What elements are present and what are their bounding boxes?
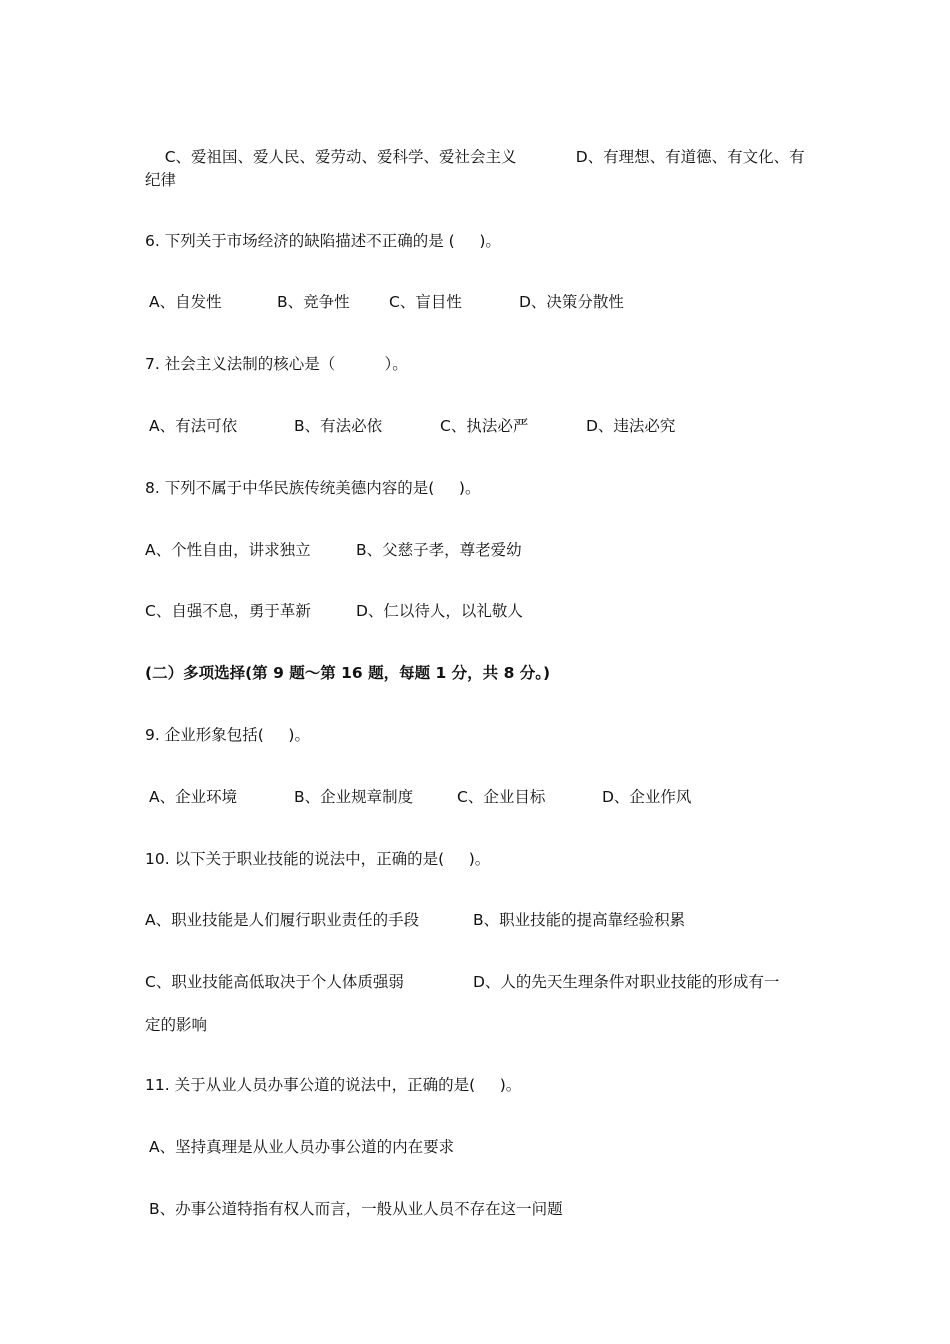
q7-option-d: D、违法必究 [586, 417, 676, 435]
q10-option-d: D、人的先天生理条件对职业技能的形成有一 [473, 973, 780, 991]
q5-options-cd [145, 127, 517, 187]
q5-option-c: C、爱祖国、爱人民、爱劳动、爱科学、爱社会主义 [164, 148, 517, 166]
q10-option-a: A、职业技能是人们履行职业责任的手段 [145, 911, 420, 929]
q8-stem: 8. 下列不属于中华民族传统美德内容的是( )。 [145, 479, 481, 497]
q6-option-d: D、决策分散性 [519, 293, 624, 311]
q6-stem: 6. 下列关于市场经济的缺陷描述不正确的是 ( )。 [145, 232, 501, 250]
q8-option-d: D、仁以待人，以礼敬人 [356, 602, 523, 620]
q11-option-a: A、坚持真理是从业人员办事公道的内在要求 [149, 1138, 455, 1156]
q5-option-d: D、有理想、有道德、有文化、有 [575, 148, 805, 166]
q6-option-c: C、盲目性 [389, 293, 462, 311]
q8-option-a: A、个性自由，讲求独立 [145, 541, 311, 559]
q9-stem: 9. 企业形象包括( )。 [145, 726, 310, 744]
q5-option-d-continued: 纪律 [145, 171, 177, 189]
q10-stem: 10. 以下关于职业技能的说法中，正确的是( )。 [145, 850, 491, 868]
q9-option-d: D、企业作风 [602, 788, 692, 806]
q6-option-a: A、自发性 [149, 293, 222, 311]
q11-option-b: B、办事公道特指有权人而言，一般从业人员不存在这一问题 [149, 1200, 563, 1218]
q9-option-c: C、企业目标 [457, 788, 546, 806]
q10-option-c: C、职业技能高低取决于个人体质强弱 [145, 973, 404, 991]
q8-option-b: B、父慈子孝，尊老爱幼 [356, 541, 522, 559]
q9-option-a: A、企业环境 [149, 788, 238, 806]
q7-stem: 7. 社会主义法制的核心是（ ）。 [145, 355, 408, 373]
q11-stem: 11. 关于从业人员办事公道的说法中，正确的是( )。 [145, 1076, 522, 1094]
section-heading-multiple-choice: (二）多项选择(第 9 题～第 16 题，每题 1 分，共 8 分。) [145, 664, 551, 682]
q7-option-b: B、有法必依 [294, 417, 383, 435]
q10-option-b: B、职业技能的提高靠经验积累 [473, 911, 686, 929]
q7-option-c: C、执法必严 [440, 417, 529, 435]
q6-option-b: B、竞争性 [277, 293, 350, 311]
q8-option-c: C、自强不息，勇于革新 [145, 602, 311, 620]
q9-option-b: B、企业规章制度 [294, 788, 414, 806]
q10-option-d-continued: 定的影响 [145, 1016, 208, 1034]
q7-option-a: A、有法可依 [149, 417, 238, 435]
